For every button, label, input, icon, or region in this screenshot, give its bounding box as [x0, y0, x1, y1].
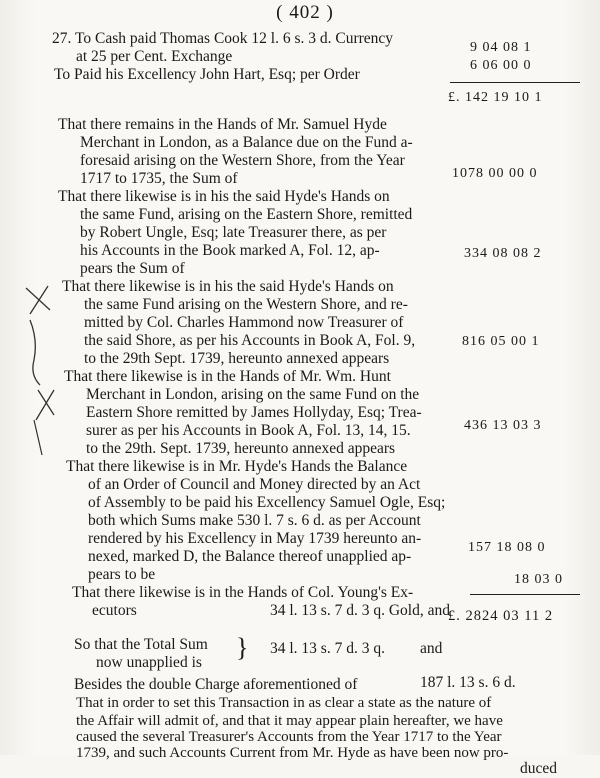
text-line: mitted by Col. Charles Hammond now Treasurer of [84, 314, 404, 331]
text-line: That there likewise is in his the said Hyde's Hands on [58, 188, 390, 205]
text-line: That there remains in the Hands of Mr. Samuel Hyde [58, 116, 387, 133]
text-line: That in order to set this Transaction in as clear a state as the nature of [76, 695, 492, 711]
text-line: surer as per his Accounts in Book A, Fol. 13, 14, 15. [86, 422, 411, 439]
page-number: ( 402 ) [276, 2, 334, 23]
text-line: now unapplied is [96, 654, 202, 671]
text-line: 1717 to 1735, the Sum of [80, 170, 238, 187]
text-line: rendered by his Excellency in May 1739 hereunto an- [88, 530, 422, 547]
text-line: of Assembly to be paid his Excellency Samuel Ogle, Esq; [88, 494, 446, 511]
text-line: the said Shore, as per his Accounts in Book A, Fol. 9, [84, 332, 416, 349]
brace-symbol: } [236, 633, 249, 662]
text-line: ecutors [92, 602, 137, 619]
text-line: 27. To Cash paid Thomas Cook 12 l. 6 s. 3 d. Currency [52, 30, 394, 47]
margin-pencil-mark [20, 280, 60, 460]
text-line: to the 29th Sept. 1739, hereunto annexed appears [84, 350, 390, 367]
amount-value: £. 142 19 10 1 [448, 90, 543, 105]
text-line: at 25 per Cent. Exchange [76, 48, 233, 65]
sum-rule [470, 594, 580, 595]
text-line: nexed, marked D, the Balance thereof unapplied ap- [88, 548, 412, 565]
text-line: To Paid his Excellency John Hart, Esq; per Order [54, 66, 360, 83]
amount-value: 1078 00 00 0 [452, 166, 538, 181]
text-line: the same Fund arising on the Western Shore, and re- [84, 296, 408, 313]
sum-rule [450, 82, 580, 83]
text-line: pears the Sum of [80, 260, 185, 277]
text-line: of an Order of Council and Money directed by an Act [88, 476, 421, 493]
amount-value: 6 06 00 0 [470, 58, 532, 73]
text-line: That there likewise is in the Hands of Mr. Wm. Hunt [64, 368, 391, 385]
text-line: Merchant in London, arising on the same Fund on the [86, 386, 420, 403]
text-line: and [420, 640, 443, 657]
text-line: 34 l. 13 s. 7 d. 3 q. [270, 640, 385, 657]
text-line: pears to be [88, 566, 156, 583]
text-line: the Affair will admit of, and that it may appear plain hereafter, we have [76, 713, 503, 729]
amount-value: 436 13 03 3 [464, 418, 542, 433]
text-line: the same Fund, arising on the Eastern Shore, remitted [80, 206, 413, 223]
text-line: 34 l. 13 s. 7 d. 3 q. Gold, and [270, 602, 450, 619]
amount-value: 334 08 08 2 [464, 246, 542, 261]
text-line: duced [520, 760, 558, 777]
amount-value: 18 03 0 [514, 572, 563, 587]
text-line: That there likewise is in the Hands of Col. Young's Ex- [72, 584, 414, 601]
text-line: caused the several Treasurer's Accounts from the Year 1717 to the Year [76, 729, 502, 745]
text-line: Besides the double Charge aforementioned of [74, 676, 358, 693]
text-line: That there likewise is in Mr. Hyde's Hands the Balance [66, 458, 408, 475]
text-line: foresaid arising on the Western Shore, from the Year [80, 152, 405, 169]
text-line: 1739, and such Accounts Current from Mr. Hyde as have been now pro- [76, 745, 509, 761]
text-line: Merchant in London, as a Balance due on the Fund a- [80, 134, 413, 151]
text-line: That there likewise is in his the said Hyde's Hands on [62, 278, 394, 295]
amount-value: 9 04 08 1 [470, 40, 532, 55]
text-line: both which Sums make 530 l. 7 s. 6 d. as per Account [88, 512, 421, 529]
text-line: Eastern Shore remitted by James Hollyday, Esq; Trea- [86, 404, 422, 421]
amount-value: £. 2824 03 11 2 [448, 608, 554, 624]
text-line: 187 l. 13 s. 6 d. [420, 674, 516, 691]
text-line: So that the Total Sum [74, 636, 208, 653]
text-line: his Accounts in the Book marked A, Fol. 12, ap- [80, 242, 380, 259]
amount-value: 157 18 08 0 [468, 540, 546, 555]
amount-value: 816 05 00 1 [462, 334, 540, 349]
text-line: to the 29th. Sept. 1739, hereunto annexed appears [86, 440, 396, 457]
text-line: by Robert Ungle, Esq; late Treasurer there, as per [80, 224, 387, 241]
